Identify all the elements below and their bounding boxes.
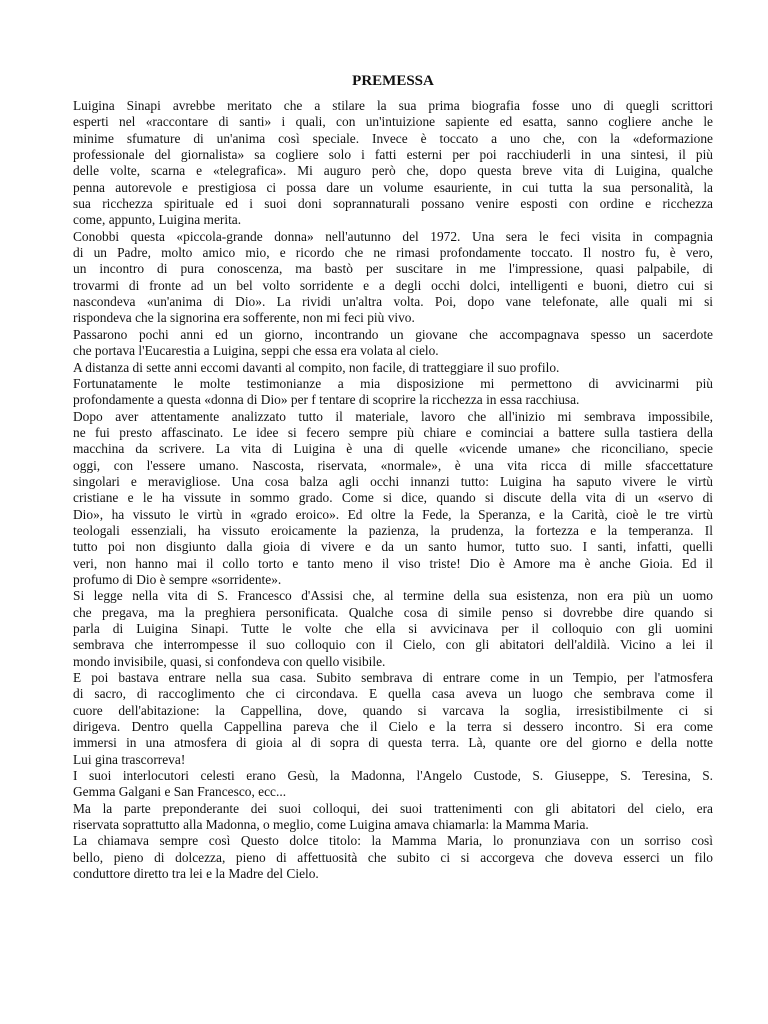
text-line: esperti nel «raccontare di santi» i quali, con un'intuizione sapiente ed esatta, sanno cogliere anche le — [73, 114, 713, 130]
text-line: Ma la parte preponderante dei suoi colloqui, dei suoi trattenimenti con gli abitatori del cielo, era — [73, 800, 713, 816]
text-line: veri, non hanno mai il collo torto e tanto meno il viso triste! Dio è Amore ma è anche Gioia. Ed il — [73, 555, 713, 571]
text-line: rispondeva che la signorina era sofferente, non mi feci più vivo. — [73, 310, 415, 326]
text-line: professionale del giornalista» sa cogliere solo i fatti esterni per poi racchiuderli in una sintesi, il più — [73, 147, 713, 163]
text-line: nascondeva «un'anima di Dio». La rividi un'altra volta. Poi, dopo vane telefonate, alle quali mi si — [73, 294, 713, 310]
text-line: bello, pieno di dolcezza, pieno di affettuosità che subito ci si accorgeva che doveva esserci un filo — [73, 849, 713, 865]
text-line: Dopo aver attentamente analizzato tutto il materiale, lavoro che all'inizio mi sembrava impossibile, — [73, 408, 713, 424]
text-line: un incontro di pura conoscenza, ma bastò per suscitare in me l'impressione, quasi palpabile, di — [73, 261, 713, 277]
text-line: parla di Luigina Sinapi. Tutte le volte che ella si avvicinava per il colloquio con gli uomini — [73, 621, 713, 636]
text-line: Gemma Galgani e San Francesco, ecc... — [73, 784, 287, 800]
text-line: Si legge nella vita di S. Francesco d'Assisi che, al termine della sua esistenza, non era più un uomo — [73, 588, 713, 604]
page-title: PREMESSA — [352, 73, 434, 89]
text-line: conduttore diretto tra lei e la Madre del Cielo. — [73, 866, 319, 882]
text-line: Passarono pochi anni ed un giorno, incontrando un giovane che accompagnava spesso un sacerdote — [73, 326, 713, 342]
text-line: che portava l'Eucarestia a Luigina, seppi che essa era volata al cielo. — [73, 343, 439, 359]
text-line: singolari e meravigliose. Una cosa balza agli occhi innanzi tutto: Luigina ha saputo vivere le virtù — [73, 473, 713, 489]
text-line: cristiane e le ha vissute in sommo grado. Come si dice, quando si discute della vita di un «servo di — [73, 490, 713, 506]
text-line: Lui gina trascorreva! — [73, 751, 186, 767]
text-line: teologali essenziali, ha vissuto eroicamente la pazienza, la prudenza, la fortezza e la temperanza. Il — [73, 522, 713, 538]
text-line: penna autorevole e prestigiosa ci possa dare un volume esauriente, in cui tutta la sua personalità, la — [73, 179, 713, 195]
text-line: macchina da scrivere. La vita di Luigina è una di quelle «vicende umane» che riconciliano, specie — [73, 441, 713, 457]
text-line: I suoi interlocutori celesti erano Gesù, la Madonna, l'Angelo Custode, S. Giuseppe, S. Teresina, S. — [73, 768, 713, 784]
text-line: di sacro, di raccoglimento che ci circondava. E quella casa aveva un luogo che sembrava come il — [73, 686, 713, 702]
text-line: La chiamava sempre così Questo dolce titolo: la Mamma Maria, lo pronunziava con un sorriso così — [73, 833, 713, 849]
text-line: cuore dell'abitazione: la Cappellina, dove, quando si varcava la soglia, irresistibilmente ci si — [73, 702, 713, 718]
text-line: trovarmi di fronte ad un bel volto sorridente e a degli occhi dolci, intelligenti e buoni, dietro cui si — [73, 277, 713, 293]
text-line: oggi, con l'essere umano. Nascosta, riservata, «normale», è una vita ricca di mille sfaccettature — [73, 457, 713, 473]
text-line: come, appunto, Luigina merita. — [73, 212, 242, 228]
text-line: profumo di Dio è sempre «sorridente». — [73, 571, 282, 587]
text-line: dirigeva. Dentro quella Cappellina pareva che il Cielo e la terra si dessero incontro. Si era come — [73, 719, 713, 735]
text-line: ne fui presto affascinato. Le idee si fecero sempre più chiare e cominciai a battere sulla tastiera della — [73, 424, 713, 440]
text-line: sua ricchezza spirituale ed i suoi doni soprannaturali possano venire esposti con ordine e ricchezza — [73, 196, 713, 212]
document-page — [73, 72, 713, 883]
text-line: riservata soprattutto alla Madonna, o meglio, come Luigina amava chiamarla: la Mamma Maria. — [73, 817, 589, 833]
text-line: di un Padre, molto amico mio, e ricordo che ne rimasi profondamente toccato. Il nostro fu, è vero, — [73, 245, 713, 261]
text-line: Fortunatamente le molte testimonianze a mia disposizione mi permettono di avvicinarmi più — [73, 375, 713, 391]
text-line: minime sfumature di un'anima così speciale. Invece è toccato a uno che, con la «deformazione — [73, 130, 713, 146]
text-line: mondo invisibile, quasi, si confondeva con quello visibile. — [73, 653, 386, 669]
text-line: Dio», ha vissuto le virtù in «grado eroico». Ed oltre la Fede, la Speranza, e la Carità, cioè le tre virtù — [73, 506, 713, 522]
text-line: Conobbi questa «piccola-grande donna» nell'autunno del 1972. Una sera le feci visita in compagnia — [73, 228, 713, 244]
text-line: Luigina Sinapi avrebbe meritato che a stilare la sua prima biografia fosse uno di quegli scrittori — [73, 98, 713, 113]
text-line: tutto poi non disgiunto dalla gioia di vivere e da un santo humor, tutto suo. I santi, infatti, quelli — [73, 539, 713, 555]
body-text — [73, 98, 713, 883]
text-line: E poi bastava entrare nella sua casa. Subito sembrava di entrare come in un Tempio, per l'atmosfera — [73, 670, 713, 686]
text-line: immersi in una atmosfera di gioia al di sopra di questa terra. Là, quante ore del giorno e della notte — [73, 735, 713, 751]
text-line: che pregava, ma la preghiera personificata. Qualche cosa di simile penso si dovrebbe dire quando si — [73, 604, 713, 620]
text-line: delle volte, scarna e «telegrafica». Mi auguro però che, dopo questa breve vita di Luigina, qualche — [73, 163, 713, 179]
text-line: sembrava che interrompesse il suo colloquio con il Cielo, con gli abitatori dell'aldilà. Vicino a lei il — [73, 637, 713, 653]
text-line: A distanza di sette anni eccomi davanti al compito, non facile, di tratteggiare il suo profilo. — [73, 359, 560, 375]
text-line: profondamente a questa «donna di Dio» per f tentare di scoprire la ricchezza in essa racchiusa. — [73, 392, 580, 408]
